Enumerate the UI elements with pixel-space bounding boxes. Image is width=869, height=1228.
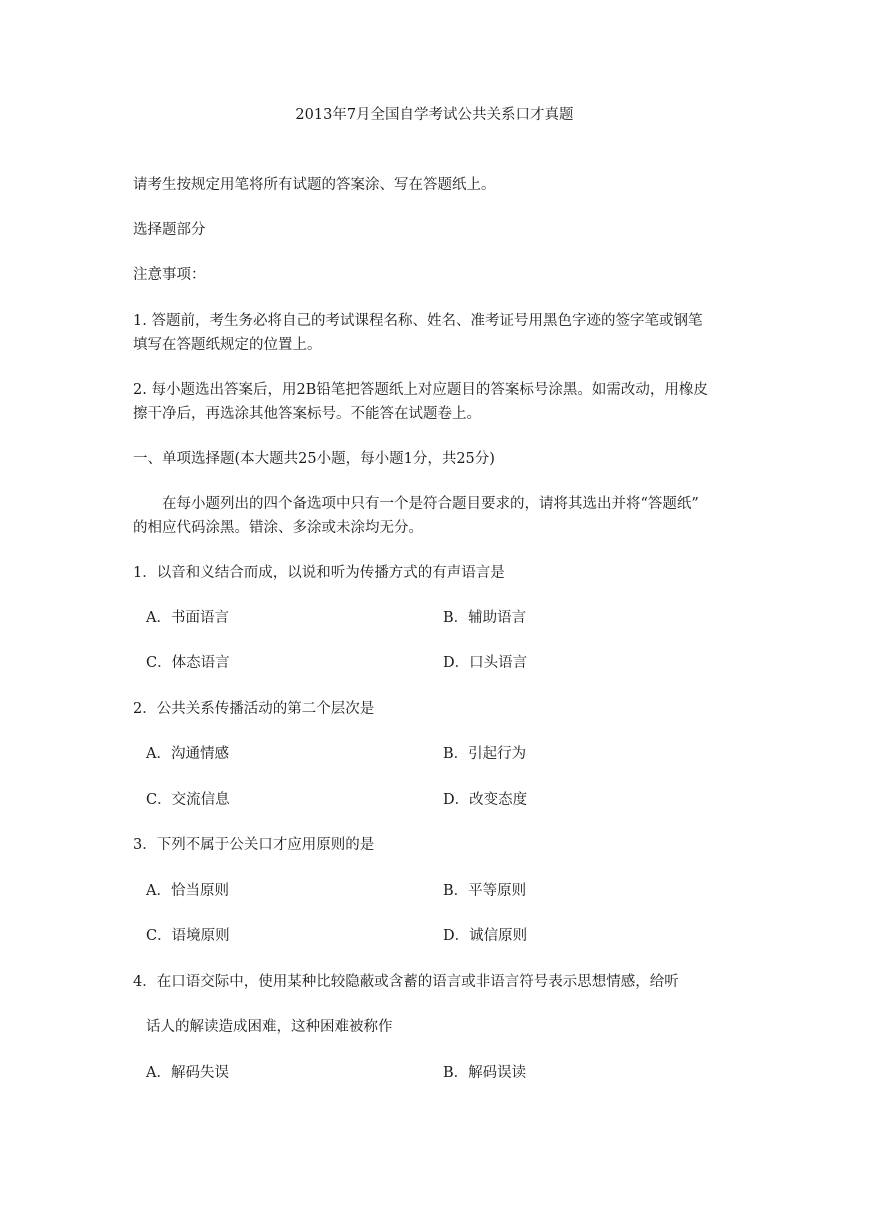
question-3-option-d: D．诚信原则	[443, 928, 528, 944]
part-1-desc-line-2: 的相应代码涂黑。错涂、多涂或未涂均无分。	[133, 520, 423, 536]
note-2-line-2: 擦干净后，再选涂其他答案标号。不能答在试题卷上。	[133, 406, 481, 422]
part-1-desc-line-1: 在每小题列出的四个备选项中只有一个是符合题目要求的，请将其选出并将“答题纸”	[162, 496, 699, 512]
instruction-line: 请考生按规定用笔将所有试题的答案涂、写在答题纸上。	[133, 177, 496, 193]
question-2-option-c: C．交流信息	[146, 792, 230, 808]
question-3-option-a: A．恰当原则	[146, 883, 229, 899]
question-2-option-a: A．沟通情感	[146, 746, 229, 762]
question-2-stem: 2．公共关系传播活动的第二个层次是	[133, 701, 375, 717]
question-1-option-b: B．辅助语言	[443, 610, 527, 626]
notes-label: 注意事项：	[133, 267, 206, 283]
note-1-line-1: 1. 答题前，考生务必将自己的考试课程名称、姓名、准考证号用黑色字迹的签字笔或钢笔	[133, 313, 703, 329]
question-1-option-d: D．口头语言	[443, 655, 528, 671]
question-1-option-a: A．书面语言	[146, 610, 229, 626]
note-1-line-2: 填写在答题纸规定的位置上。	[133, 337, 322, 353]
question-1-option-c: C．体态语言	[146, 655, 230, 671]
question-4-option-b: B．解码误读	[443, 1065, 527, 1081]
part-1-heading: 一、单项选择题(本大题共25小题，每小题1分，共25分)	[133, 451, 495, 467]
question-2-option-d: D．改变态度	[443, 792, 528, 808]
question-3-option-b: B．平等原则	[443, 883, 527, 899]
note-2-line-1: 2. 每小题选出答案后，用2B铅笔把答题纸上对应题目的答案标号涂黑。如需改动，用橡皮	[133, 382, 708, 398]
section-label: 选择题部分	[133, 222, 206, 238]
question-3-option-c: C．语境原则	[146, 928, 230, 944]
question-4-stem-line-1: 4．在口语交际中，使用某种比较隐蔽或含蓄的语言或非语言符号表示思想情感，给听	[133, 974, 679, 990]
page-title: 2013年7月全国自学考试公共关系口才真题	[295, 107, 574, 123]
question-3-stem: 3．下列不属于公关口才应用原则的是	[133, 837, 375, 853]
question-4-option-a: A．解码失误	[146, 1065, 229, 1081]
question-1-stem: 1．以音和义结合而成，以说和听为传播方式的有声语言是	[133, 565, 505, 581]
question-2-option-b: B．引起行为	[443, 746, 527, 762]
question-4-stem-line-2: 话人的解读造成困难，这种困难被称作	[146, 1019, 393, 1035]
